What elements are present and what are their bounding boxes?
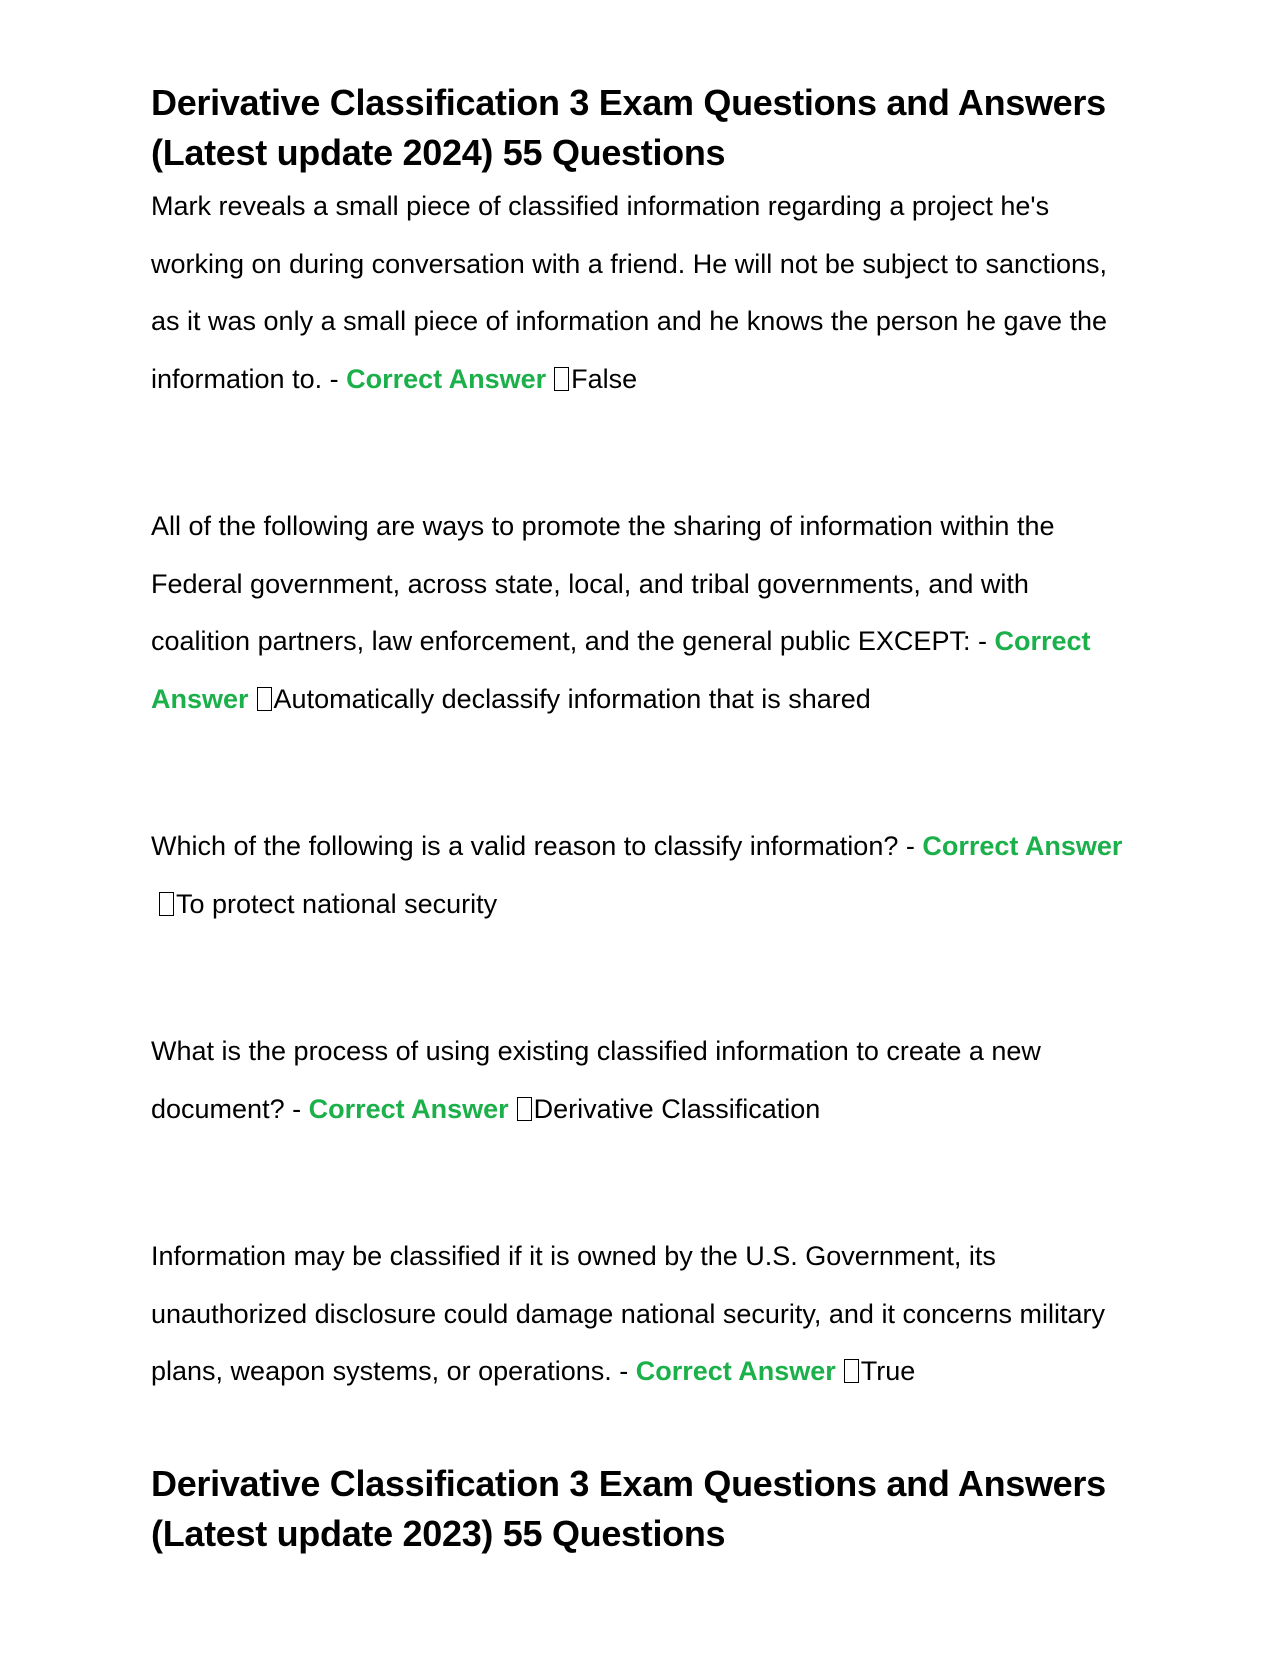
document-title: Derivative Classification 3 Exam Questions and Answers (Latest update 2024) 55 Questions: [151, 82, 1106, 173]
document-title-repeat: Derivative Classification 3 Exam Questions and Answers (Latest update 2023) 55 Questions: [151, 1462, 1106, 1554]
qa-item: [151, 1023, 1131, 1138]
missing-glyph-box-icon: [517, 1097, 532, 1121]
question-text: Mark reveals a small piece of classified information regarding a project he's working on during conversation with a friend. He will not be subject to sanctions, as it was only a small piece of information and he knows the person he gave the information to. -: [151, 191, 1108, 394]
answer-text: Derivative Classification: [533, 1093, 821, 1124]
question-text: Which of the following is a valid reason to classify information? -: [151, 831, 923, 861]
missing-glyph-box-icon: [554, 367, 569, 391]
missing-glyph-box-icon: [257, 687, 272, 711]
qa-item: [151, 498, 1131, 728]
correct-answer-label: Correct Answer: [922, 831, 1123, 861]
missing-glyph-box-icon: [159, 892, 174, 916]
answer-text: True: [860, 1356, 916, 1386]
correct-answer-label: Correct Answer: [151, 626, 1091, 714]
question-text: Information may be classified if it is owned by the U.S. Government, its unauthorized disclosure could damage national security, and it concerns military plans, weapon systems, or operations. -: [151, 1241, 1106, 1386]
correct-answer-label: Correct Answer: [308, 1093, 509, 1124]
question-text: What is the process of using existing classified information to create a new document? -: [151, 1036, 1041, 1124]
missing-glyph-box-icon: [844, 1359, 859, 1383]
qa-item: [151, 1228, 1131, 1401]
correct-answer-label: Correct Answer: [635, 1356, 836, 1386]
question-text: All of the following are ways to promote the sharing of information within the Federal government, across state, local, and tribal governments, and with coalition partners, law enforcement, and the general public EXCEPT: -: [151, 511, 1055, 656]
answer-text: False: [571, 363, 638, 394]
document-page: [151, 78, 1131, 1559]
answer-text: Automatically declassify information that is shared: [273, 683, 871, 714]
correct-answer-label: Correct Answer: [346, 363, 547, 394]
qa-item: [151, 818, 1131, 933]
answer-text: To protect national security: [176, 888, 498, 919]
qa-item: [151, 178, 1131, 408]
